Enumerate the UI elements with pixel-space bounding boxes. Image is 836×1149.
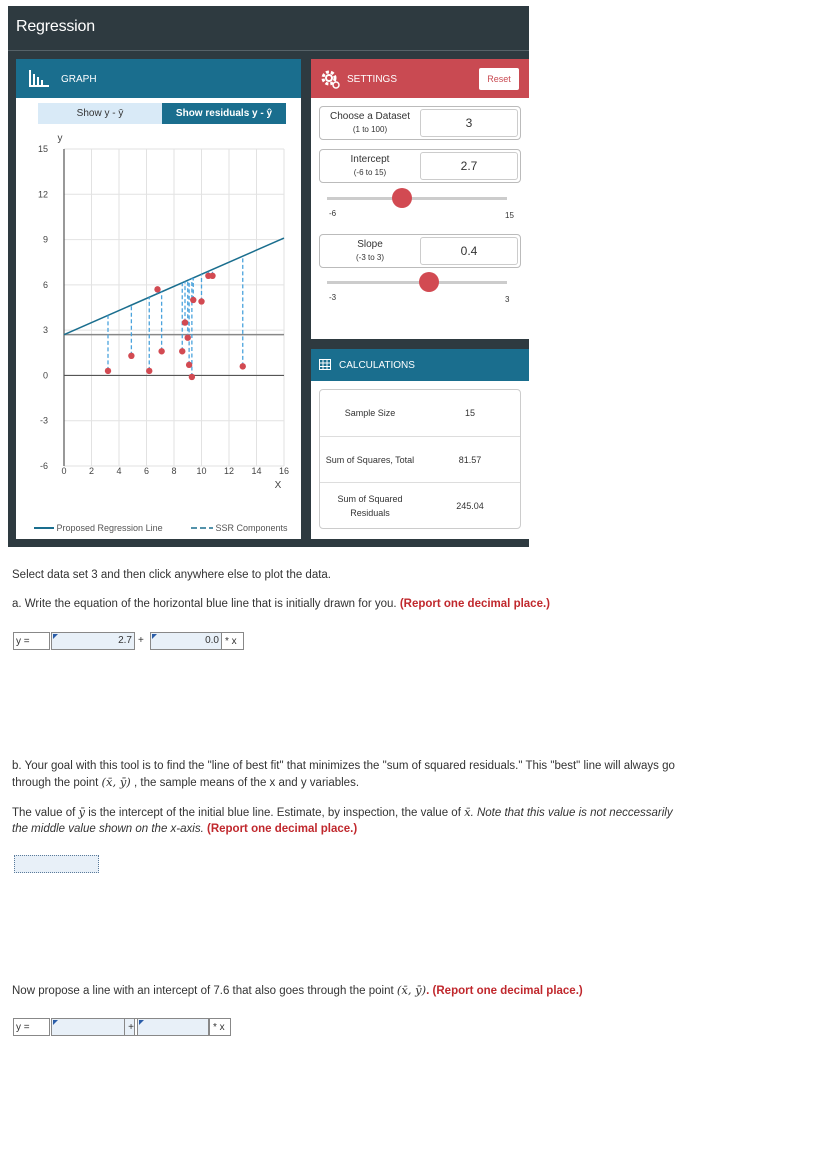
intro-text: Select data set 3 and then click anywhere else to plot the data. <box>12 569 332 581</box>
dataset-control <box>319 106 521 140</box>
intercept-label-text: Intercept <box>350 154 390 165</box>
intercept-min: -6 <box>329 209 337 218</box>
dataset-label <box>320 110 420 136</box>
data-point <box>186 362 192 368</box>
answer-a-y-label: y = <box>13 632 50 650</box>
data-point <box>189 374 195 380</box>
question-b2-italic-2: the middle value shown on the x-axis. <box>12 823 204 835</box>
sst-value: 81.57 <box>458 455 482 465</box>
intercept-slider-thumb[interactable] <box>392 188 412 208</box>
question-b-line1: b. Your goal with this tool is to find the "line of best fit" that minimizes the "sum of squared residuals." This "best" line will always go <box>12 760 675 772</box>
x-tick-label: 0 <box>61 466 67 476</box>
slope-input[interactable]: 0.4 <box>420 237 518 265</box>
table-icon <box>319 359 331 370</box>
data-point <box>185 334 191 340</box>
slope-range: (-3 to 3) <box>355 253 384 262</box>
table-row <box>320 436 520 483</box>
answer-a-intercept-input[interactable] <box>51 632 135 650</box>
y-tick-label: -6 <box>39 461 48 471</box>
calculations-header-label: CALCULATIONS <box>339 360 415 371</box>
x-tick-label: 2 <box>88 466 95 476</box>
solid-line-swatch <box>34 525 54 531</box>
question-a <box>12 598 550 610</box>
point-xbar-ybar-c: (x̄, ȳ) <box>396 983 427 997</box>
x-tick-label: 8 <box>171 466 177 476</box>
settings-panel <box>311 59 529 339</box>
show-y-minus-ybar-toggle[interactable]: Show y - ȳ <box>38 103 162 124</box>
data-point <box>146 368 152 374</box>
x-tick-label: 4 <box>116 466 122 476</box>
question-c-text: Now propose a line with an intercept of 7.6 that also goes through the point <box>12 985 394 997</box>
question-b2-italic-1: . Note that this value is not neccessarily <box>470 807 673 819</box>
data-point <box>190 297 196 303</box>
answer-a-intercept-value: 2.7 <box>118 635 132 646</box>
show-residuals-toggle[interactable]: Show residuals y - ŷ <box>162 103 286 124</box>
answer-a-plus: + <box>138 635 144 646</box>
data-point <box>128 353 134 359</box>
scatter-plot[interactable] <box>16 59 301 539</box>
question-b2-mid: is the intercept of the initial blue line. Estimate, by inspection, the value of <box>88 807 461 819</box>
data-point <box>179 348 185 354</box>
data-point <box>158 348 164 354</box>
table-row <box>320 390 520 436</box>
slope-slider-thumb[interactable] <box>419 272 439 292</box>
slope-slider-track[interactable] <box>327 281 507 284</box>
flag-icon <box>53 1020 58 1025</box>
settings-header-label: SETTINGS <box>347 74 398 85</box>
slope-label <box>320 238 420 264</box>
x-tick-label: 16 <box>278 466 290 476</box>
x-axis-label: X <box>274 480 282 491</box>
data-point <box>182 319 188 325</box>
question-b2-pre: The value of <box>12 807 76 819</box>
x-tick-label: 12 <box>223 466 235 476</box>
dataset-label-text: Choose a Dataset <box>329 111 411 122</box>
legend-regression-label: Proposed Regression Line <box>56 523 163 533</box>
slope-control <box>319 234 521 268</box>
legend-ssr-components <box>191 523 288 533</box>
sample-size-value: 15 <box>464 408 475 418</box>
gear-icon <box>319 68 341 90</box>
table-row <box>320 482 520 529</box>
ybar-symbol: ȳ <box>78 805 85 819</box>
graph-panel <box>16 59 301 539</box>
reset-button[interactable]: Reset <box>479 68 519 90</box>
settings-header <box>311 59 529 98</box>
dashed-line-swatch <box>191 525 213 531</box>
ssr-label: Sum of Squared Residuals <box>337 494 403 518</box>
answer-a-times-x: * x <box>222 632 244 650</box>
slope-max: 3 <box>505 295 510 304</box>
calculations-panel <box>311 349 529 539</box>
question-b2 <box>12 804 673 837</box>
app-title: Regression <box>16 18 95 35</box>
x-tick-label: 14 <box>251 466 262 476</box>
answer-c-times-x: * x <box>209 1018 231 1036</box>
flag-icon <box>139 1020 144 1025</box>
title-divider <box>8 50 529 51</box>
question-b-line2-post: , the sample means of the x and y variables. <box>134 777 360 789</box>
question-c <box>12 983 583 997</box>
y-tick-label: 9 <box>42 234 48 245</box>
question-b2-note: (Report one decimal place.) <box>206 823 358 835</box>
answer-c-plus: + <box>124 1018 138 1036</box>
intercept-control <box>319 149 521 183</box>
question-a-text: a. Write the equation of the horizontal blue line that is initially drawn for you. <box>12 598 397 610</box>
answer-c-y-label: y = <box>13 1018 50 1036</box>
y-tick-label: 3 <box>42 325 48 336</box>
point-xbar-ybar: (x̄, ȳ) <box>101 775 131 789</box>
slope-min: -3 <box>329 293 337 302</box>
question-c-note: . (Report one decimal place.) <box>426 985 583 997</box>
calculations-table <box>319 389 521 529</box>
question-b <box>12 758 675 791</box>
intercept-input[interactable]: 2.7 <box>420 152 518 180</box>
answer-a-slope-input[interactable] <box>150 632 222 650</box>
intercept-max: 15 <box>505 211 514 220</box>
regression-app <box>8 6 529 547</box>
sst-label: Sum of Squares, Total <box>325 455 415 465</box>
question-b-line2-pre: through the point <box>12 777 99 789</box>
y-axis-label: y <box>57 133 63 144</box>
question-a-note: (Report one decimal place.) <box>399 598 551 610</box>
graph-header-label: GRAPH <box>61 74 97 85</box>
data-point <box>198 298 204 304</box>
answer-c-intercept-input[interactable] <box>51 1018 135 1036</box>
xbar-answer-input[interactable] <box>14 855 99 873</box>
flag-icon <box>53 634 58 639</box>
answer-a-slope-value: 0.0 <box>205 635 219 646</box>
slope-label-text: Slope <box>357 239 383 250</box>
legend-regression-line <box>34 523 163 533</box>
legend-ssr-label: SSR Components <box>215 523 288 533</box>
data-point <box>105 368 111 374</box>
calculations-header <box>311 349 529 381</box>
sample-size-label: Sample Size <box>344 408 396 418</box>
y-tick-label: -3 <box>39 415 48 426</box>
flag-icon <box>152 634 157 639</box>
y-tick-label: 12 <box>37 189 48 200</box>
intercept-label <box>320 153 420 179</box>
ssr-value: 245.04 <box>456 501 484 511</box>
x-tick-label: 6 <box>143 466 150 476</box>
intercept-range: (-6 to 15) <box>353 168 387 177</box>
y-tick-label: 6 <box>42 279 48 290</box>
y-tick-label: 0 <box>42 370 48 381</box>
data-point <box>209 273 215 279</box>
x-tick-label: 10 <box>196 466 207 476</box>
data-point <box>154 286 160 292</box>
dataset-input[interactable]: 3 <box>420 109 518 137</box>
y-tick-label: 15 <box>37 144 48 154</box>
dataset-range: (1 to 100) <box>352 125 388 134</box>
answer-c-slope-input[interactable] <box>137 1018 209 1036</box>
data-point <box>240 363 246 369</box>
intercept-slider-track[interactable] <box>327 197 507 200</box>
xbar-symbol: x̄ <box>464 805 471 819</box>
